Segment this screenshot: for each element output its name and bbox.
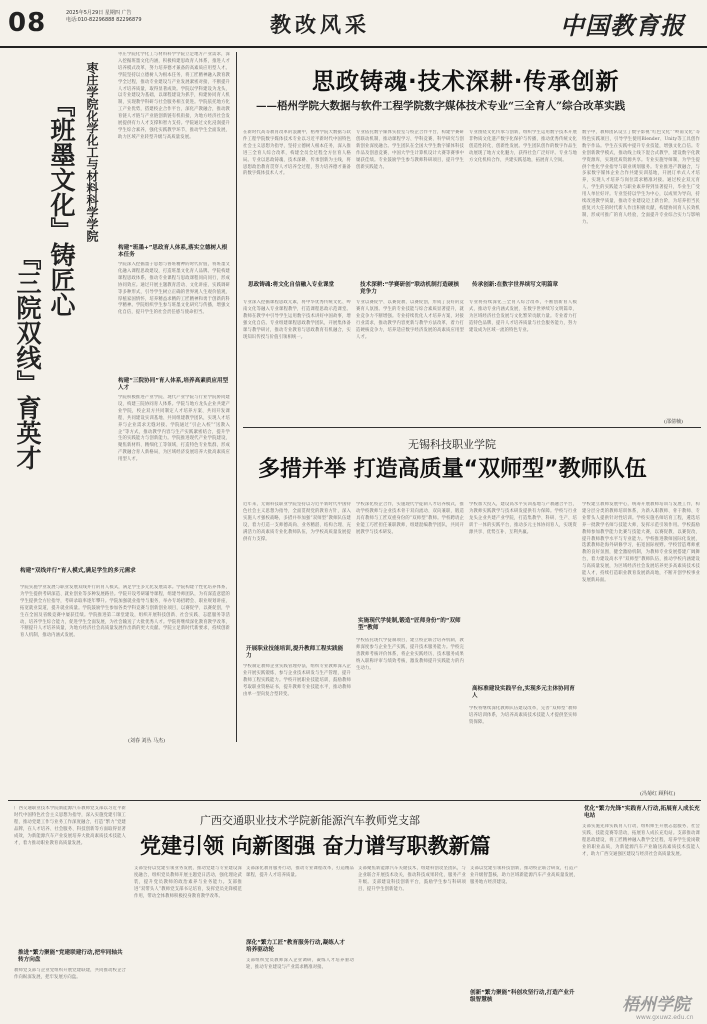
top-subhead-2: 技术深耕:“学赛研创”联动机制打造硬核竞争力: [360, 282, 460, 295]
mid-subhead-2: 实施现代学徒制,锻造“匠师身份”的“双师型”教师: [358, 618, 461, 631]
bottom-article-body-6: 支部聚焦新能源汽车关键技术，组建科创攻坚团队，与企业联合开展技术攻关，推动科技成果转化，服务产业升级。支部建设科技创新平台，鼓励学生参与科研项目，提升学生创新能力。: [358, 866, 466, 892]
page-header: [0, 0, 707, 48]
mid-article-body-6: 学校将继续深化教师队伍建设改革，完善“双师型”教师培养培训体系，为培养高素质技术技能人才提供坚实师资保障。: [469, 706, 577, 725]
bottom-article-body-3: 支部坚持以党建引领业务发展，推动党建与专业建设深度融合，组织党员教师开展主题党日活动，强化理论武装，提升党员教师的政治素养与业务能力。支部推进“双带头人”教师党支部书记培育，发挥党员先锋模范作用，带动全体教师积极投身教育教学改革。: [134, 866, 242, 899]
left-article-body-4: 学院实施学业发展与职业发展双线并行的育人模式，满足学生多元化发展需求。学院构建个性化培养体系，为学生提供考研深造、就业创业等多种发展路径。学院开设考研辅导课程，组建导师团队，为有深造意愿的学生提供全方位指导，考研录取率逐年攀升。学院加强就业指导与服务，举办专场招聘会、职业规划讲座，拓宽就业渠道，提升就业质量。学院鼓励学生参加各类学科竞赛与创新创业项目，以赛促学、以赛促创，学生在全国及省级竞赛中屡获佳绩。学院推进第二课堂建设，组织开展科技创新、社会实践、志愿服务等活动，培养学生综合能力，促进学生全面发展，为社会输送了大批优秀人才。学院将继续深化教育教学改革，不断提升人才培养质量，为地方经济社会高质量发展作出新的更大贡献。学院立足新时代新要求，持续创新育人机制，推动内涵式发展。: [20, 585, 230, 639]
bottom-article-kicker: 广西交通职业技术学院新能源汽车教师党支部: [200, 814, 420, 827]
top-article-title: 思政铸魂·技术深耕·传承创新: [312, 69, 620, 95]
divider-bottom: [8, 800, 701, 801]
left-article-body-2: 学院深入挖掘墨子思想与鲁班精神的时代价值，将班墨文化融入课程思政建设，打造班墨文化育人品牌。学院构建课程思政体系，推动专业课程与思政课程同向同行，形成协同效应。通过开展主题教育活动、文化讲座、实践调研等多种形式，引导学生树立正确的世界观人生观价值观，厚植家国情怀，培养精益求精的工匠精神和勇于创新的科学精神。学院组织学生参与班墨文化研究与传播，增强文化自信，提升学生的社会责任感与使命担当。: [118, 262, 230, 316]
mid-article-body-3: 学校深化校企合作，实施现代学徒制人才培养模式，推动学校教师与企业技术骨干双向流动、双向兼职，锻造具有教师与工匠双重身份的“双师型”教师。学校聘请企业能工巧匠担任兼职教师，组建混编教学团队，共同开展教学与技术研发。: [356, 502, 464, 535]
bottom-subhead-4: 优化“繁力先锋”实践育人行动,拓展育人成长充电站: [584, 806, 700, 819]
bottom-article-body-5: 支部组织党员教师深入企业调研，凝练人才培养驱动轮，推动专业建设与产业需求精准对接。: [246, 958, 354, 970]
mid-article-body-1: 近年来，无锡科技职业学院坚持以习近平新时代中国特色社会主义思想为指导，全面贯彻党的教育方针，深入实施人才强校战略，多措并举加强“双师型”教师队伍建设，着力打造一支师德高尚、业务精湛、结构合理、充满活力的高素质专业化教师队伍，为学校高质量发展提供有力支撑。: [243, 502, 351, 542]
mid-article-body-7: 学校建立教师发展中心，统筹开展教师培训与发展工作，构建分层分类的教师培训体系，为新入职教师、骨干教师、专业带头人提供针对性培训。学校实施名师培育工程，遴选培养一批教学名师与技能大师，发挥示范引领作用。学校鼓励教师参加教学能力比赛与技能大赛，以赛促教、以赛促改，提升教师教学水平与专业能力。学校推进教师国际化发展，选派教师赴海外研修学习，拓宽国际视野。学校营造尊师重教的良好氛围，健全激励机制，为教师专业发展搭建广阔舞台，着力建设高水平“双师型”教师队伍，推动学校内涵建设与高质量发展，为区域经济社会发展培养更多高素质技术技能人才，持续打造职业教育发展新高地，不断开创学校事业发展新局面。: [582, 502, 700, 583]
top-article-body-4: 专业以赛促学、以赛促教、以赛促创，形成了良好的竞赛育人氛围。学生的专业技能与综合素质显著提升，就业竞争力不断增强。专业持续优化人才培养方案，对接行业需求，推动教学内容更新与教学方法改革，着力打造硬核竞争力，培养适应数字经济发展的高素质应用型人才。: [356, 300, 464, 340]
mid-article-kicker: 无锡科技职业学院: [408, 438, 496, 451]
mid-subhead-3: 高标准建设实践平台,实现多元主体协同育人: [472, 686, 575, 699]
watermark-logo: 梧州学院: [622, 995, 690, 1015]
mid-article-body-4: 学校依托现代学徒制项目，建立校企联合培养机制，教师深度参与企业生产实践，提升技术服务能力。学校完善教师考核评价体系，将企业实践经历、技术服务成果纳入职称评审与绩效考核，激发教师提升实践能力的内生动力。: [356, 638, 464, 671]
left-subhead-1: 构建“班墨+”思政育人体系,落实立德树人根本任务: [118, 245, 228, 258]
top-article-body-6: 专业将持续深化三全育人综合改革，不断创新育人模式，推动专业内涵式发展，在数字世界续写文明篇章，为区域经济社会发展与文化繁荣贡献力量。专业着力打造特色品牌，提升人才培养质量与社会服务能力，努力建设成为区域一流的特色专业。: [469, 300, 577, 333]
bottom-subhead-2: 深化“繁力工匠”教育服务行动,凝练人才培养驱动轮: [246, 940, 345, 953]
left-article-title-1: 『班墨文化』铸匠心: [47, 92, 76, 317]
left-article-body-3: 学院积极推进产业学院、现代产业学院与行业学院协同建设，构建三院协同育人体系。学院与地方龙头企业共建产业学院，校企双方共同制定人才培养方案、共同开发课程、共同建设实训基地、共同组建教学团队，实现人才培养与企业需求无缝对接。学院通过“引企入校”“送教入企”等方式，推动教学内容与生产实践紧密结合，提升学生的实践能力与创新能力。学院推进现代产业学院建设，聚焦新材料、精细化工等领域，打造特色专业集群，形成产教融合育人新格局，为区域经济发展培养大批高素质应用型人才。: [118, 395, 230, 463]
header-phone: 电话:010-82296888 82296879: [66, 17, 142, 23]
bottom-article-body-2: 教师党支部与企业党组织开展党建联建，共同推动校企合作向纵深发展，把牢发展方向盘。: [14, 968, 126, 980]
mid-article-body-5: 学校加大投入，建设高水平实训基地与产教融合平台，为教师实践教学与技术研发提供有力保障。学校与行业龙头企业共建产业学院，打造集教学、科研、生产、培训于一体的实践平台，推动多元主体协同育人，实现资源共享、优势互补、互利共赢。: [469, 502, 577, 535]
bottom-article-body-1: 广西交通职业技术学院新能源汽车教师党支部以习近平新时代中国特色社会主义思想为指导，深入实施党建引领工程，推动党建工作与业务工作深度融合，打造“繁力”党建品牌，在人才培养、社会服务、科技创新等方面取得显著成效，为新能源汽车产业发展培养大批高素质技术技能人才，着力推动职业教育高质量发展。: [14, 806, 126, 846]
top-article-body-2: 专业深入挖掘课程思政元素，将中华优秀传统文化、岭南文化等融入专业课程教学，打造课程思政示范课堂。教师在教学中引导学生运用数字技术讲好中国故事，增强文化自信。专业组建课程思政教学团队，开展集体备课与教学研讨，推动专业教育与思政教育有机融合，实现知识传授与价值引领相统一。: [243, 300, 351, 340]
watermark-url: www.gxuwz.edu.cn: [636, 1014, 694, 1021]
mid-article-body-2: 学校制定教师企业实践管理办法，组织专业教师深入企业开展实践锻炼，参与企业技术研发与生产管理，提升教师工程实践能力。学校开展职业技能培训，鼓励教师考取职业资格证书，提升教师专业技能水平，推动教师由单一型向复合型转变。: [243, 664, 351, 697]
header-meta: [66, 10, 176, 24]
mid-article-title: 多措并举 打造高质量“双师型”教师队伍: [258, 457, 647, 482]
mid-subhead-1: 开展职业技能培训,提升教师工程实践能力: [246, 646, 344, 659]
top-article-authors: (邵倩楠): [664, 419, 683, 425]
left-article-title-2: 『三院双线』育英才: [13, 245, 42, 470]
mid-article-authors: (冯菊红 顾科红): [640, 791, 676, 797]
top-article-subtitle: ——梧州学院大数据与软件工程学院数字媒体技术专业“三全育人”综合改革实践: [256, 100, 626, 112]
left-article-authors: (刘春 刘丛 马杰): [128, 738, 166, 744]
newspaper-name: 中国教育报: [560, 11, 685, 40]
left-subhead-3: 构建“双线并行”育人模式,满足学生的多元需求: [20, 568, 136, 574]
top-subhead-1: 思政铸魂:将文化自信融入专业课堂: [248, 282, 335, 288]
top-article-body-3: 专业依托数字媒体实验室与校企合作平台，构建学赛研创联动机制，推动课程学习、学科竞赛、科学研究与创新创业深度融合。学生团队在全国大学生数字媒体科技作品及创意竞赛、中国大学生计算机设计大赛等赛事中屡获佳绩。专业鼓励学生参与教师科研项目，提升学生创新实践能力。: [356, 130, 464, 170]
section-title: 教改风采: [270, 12, 370, 37]
divider-top-mid: [243, 427, 701, 428]
left-article-kicker: 枣庄学院化学化工与材料科学学院: [85, 62, 99, 242]
page-number: 08: [8, 8, 47, 38]
bottom-article-title: 党建引领 向新图强 奋力谱写职教新篇: [140, 834, 491, 858]
top-subhead-3: 传承创新:在数字世界续写文明篇章: [472, 282, 559, 288]
bottom-article-body-7: 支部以党建引领科技创新，推动校企联合研发，打造产业升级智慧核，助力区域新能源汽车产业高质量发展，服务地方经济建设。: [470, 866, 578, 885]
top-article-body-1: 在新时代高等教育改革的浪潮中，梧州学院大数据与软件工程学院数字媒体技术专业以习近平新时代中国特色社会主义思想为指导，坚持立德树人根本任务，深入推进三全育人综合改革，构建全员全过程全方位育人格局。专业以思政铸魂、技术深耕、传承创新为主线，将思想政治教育贯穿人才培养全过程，努力培养德才兼备的数字媒体技术人才。: [243, 130, 351, 177]
bottom-article-body-8: 支部实施先锋实践育人行动，组织师生开展志愿服务、社会实践、技能竞赛等活动，拓展育人成长充电站。支部推动课程思政建设，将工匠精神融入教学全过程，培养学生爱岗敬业的职业品质，为新能源汽车产业输送高素质技术技能人才，助力广西交通强区建设与经济社会高质量发展。: [582, 824, 700, 857]
top-article-body-7: 数字中，教师团队设立了数字影视“红色文化”“岭南文化”等特色实践项目，引导学生使用Blender、Unity等工具创作数字作品。学生在实践中提升专业技能，增强文化自信。专业创新教学模式，推动线上线下混合式教学，建设数字化教学资源库，实现优质资源共享。专业实施导师制，为学生提供个性化学业指导与职业规划服务。专业推进产教融合，与多家数字媒体企业合作共建实训基地，开展订单式人才培养，实现人才培养与岗位需求精准对接。通过校企双元育人，学生的实践能力与职业素养得到显著提升，毕业生广受用人单位好评。专业坚持以学生为中心，以成果为导向，持续改进教学质量，推动专业建设迈上新台阶，为培养担当民族复兴大任的时代新人作出积极贡献，构建协同育人长效机制，形成可推广的育人经验，全面提升专业综合实力与影响力。: [582, 130, 700, 225]
header-date: 2025年5月29日 星期四 广告: [66, 10, 132, 16]
top-article-body-5: 专业围绕文化传承与创新，组织学生运用数字技术开展非物质文化遗产数字化保护与传播，推动优秀传统文化创造性转化、创新性发展。学生团队创作的数字作品生动展现了地方文化魅力，获得社会广泛好评。专业与地方文化机构合作，共建实践基地，拓展育人空间。: [469, 130, 577, 163]
column-divider-left: [236, 52, 237, 742]
bottom-article-body-4: 支部深化教育服务行动，推动专业课程改革，打造精品课程，提升人才培养质量。: [246, 866, 354, 878]
left-subhead-2: 构建“三院协同”育人体系,培养高素质应用型人才: [118, 378, 229, 391]
bottom-subhead-1: 推进“繁力聚能”党建联建行动,把牢同轴共转方向盘: [18, 950, 123, 963]
left-article-body-1: 枣庄学院化学化工与材料科学学院立足地方产业需求，深入挖掘班墨文化内涵，积极构建思政育人体系，推进人才培养模式改革，努力培养德才兼备的高素质应用型人才。学院坚持以立德树人为根本任务，将工匠精神融入教育教学全过程，推动专业建设与产业发展紧密对接，不断提升人才培养质量，取得显著成效。学院以学科建设为龙头，以专业建设为基础，以课程建设为抓手，构建协同育人机制，实现教学科研与社会服务相互促进。学院依托地方化工产业优势，搭建校企合作平台，深化产教融合，推动教育链人才链与产业链创新链有机衔接，为地方经济社会发展提供有力人才支撑和智力支持。学院通过文化浸润提升学生综合素养，强化实践教学环节，推动学生全面发展，助力区域产业转型升级与高质量发展。: [118, 52, 230, 140]
bottom-subhead-3: 创新“繁力聚能”科创攻坚行动,打造产业升级智慧核: [470, 990, 575, 1003]
